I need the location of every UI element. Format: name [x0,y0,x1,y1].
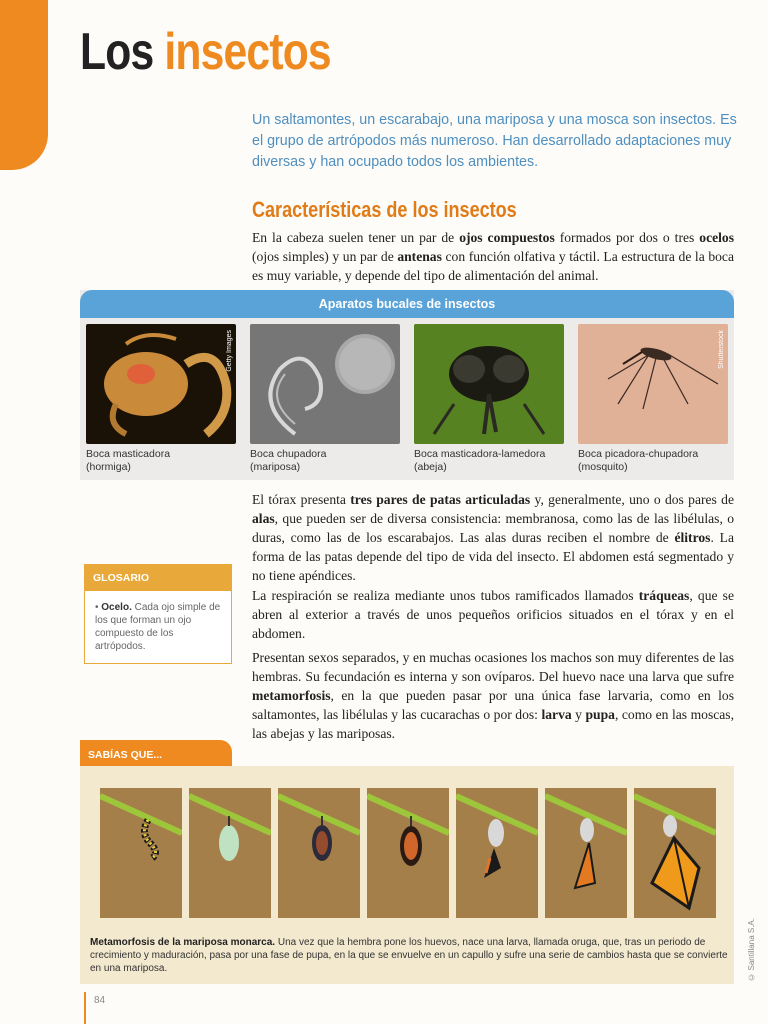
page-number: 84 [94,995,106,1006]
text-run: . La forma de las patas depende del tipo de vida del insecto. El abdomen está segmentado y no tiene apéndices. [252,530,734,583]
intro-text: Un saltamontes, un escarabajo, una mariposa y una mosca son insectos. Es el grupo de artrópodos más numeroso. Han desarrollado adaptaciones muy diversas y han ocupado todos los ambientes. [252,112,737,170]
text-run: , como en las moscas, las abejas y las mariposas. [252,707,734,741]
caption-line: Boca picadora-chupadora [578,448,699,460]
text-run: y, generalmente, uno o dos pares de [530,492,735,507]
paragraph-respiration [252,586,734,643]
metamorphosis-caption [90,936,730,975]
term-bold: ocelos [699,230,734,245]
bee-head-image [414,324,564,444]
caption-line: (mosquito) [578,461,628,473]
bullet: • [95,602,102,613]
title-word-1: Los [80,23,154,81]
caption-bee [414,448,564,474]
stage-chrysalis-dark [278,788,360,918]
copyright: © Santillana S.A. [747,918,756,982]
caption-line: Boca masticadora [86,448,171,460]
page-number-rule [84,992,86,1024]
term-bold: alas [252,511,275,526]
sabias-header: SABÍAS QUE... [80,740,232,766]
ant-head-image [86,324,236,444]
term-bold: tres pares de patas articuladas [350,492,531,507]
caption-line: (abeja) [414,461,447,473]
title-word-2: insectos [164,23,331,81]
photo-bee [414,324,564,444]
mosquito-image [578,324,728,444]
glossary-header: GLOSARIO [85,565,231,591]
caption-butterfly [250,448,400,474]
mouthparts-header: Aparatos bucales de insectos [80,290,734,318]
term-bold: ojos compuestos [459,230,555,245]
glossary-term: Ocelo. [101,602,132,613]
term-bold: élitros [674,530,711,545]
stage-chrysalis-green [189,788,271,918]
caption-line: (hormiga) [86,461,131,473]
caption-bold: Metamorfosis de la mariposa monarca. [90,937,276,948]
text-run: (ojos simples) y un par de [252,249,398,264]
caption-ant [86,448,236,474]
section-title: Características de los insectos [252,197,517,222]
text-run: La respiración se realiza mediante unos tubos ramificados llamados [252,588,639,603]
term-bold: pupa [585,707,615,722]
paragraph-head [252,228,734,285]
photo-mosquito [578,324,728,444]
term-bold: antenas [397,249,442,264]
text-run: formados por dos o tres [554,230,700,245]
photo-butterfly [250,324,400,444]
photo-credit: Shutterstock [718,330,725,369]
glossary-box [84,564,232,664]
text-run: El tórax presenta [252,492,351,507]
butterfly-mouth-image [250,324,400,444]
caption-mosquito [578,448,728,474]
glossary-definition: Cada ojo simple de los que forman un ojo compuesto de los artrópodos. [95,602,221,652]
paragraph-thorax [252,490,734,585]
caption-line: (mariposa) [250,461,301,473]
photo-ant [86,324,236,444]
stage-emerging [456,788,538,918]
stage-butterfly-wet [545,788,627,918]
metamorphosis-panel [80,766,734,984]
photo-credit: Getty Images [226,330,233,372]
term-bold: tráqueas [638,588,690,603]
text-run: Presentan sexos separados, y en muchas ocasiones los machos son muy diferentes de las hembras. Su fecundación es interna y son ovíparos. Del huevo nace una larva que sufre [252,650,734,684]
text-run: , en la que pueden pasar por una única fase larvaria, como en los saltamontes, las libélulas y las cucarachas o por dos: [252,688,734,722]
text-run: En la cabeza suelen tener un par de [252,230,460,245]
paragraph-reproduction [252,648,734,743]
caption-line: Boca masticadora-lamedora [414,448,546,460]
caption-text: Una vez que la hembra pone los huevos, nace una larva, llamada oruga, que, tras un periodo de crecimiento y maduración, pasa por una fase de pupa, en la que se envuelve en un capullo y sufre una serie de cambios hasta que se convierte en una mariposa. [90,937,728,974]
page-title [80,22,331,82]
text-run: , que pueden ser de diversa consistencia: membranosa, como las de las libélulas, o duras, como las de los escarabajos. Las alas duras reciben el nombre de [252,511,734,545]
term-bold: larva [541,707,572,722]
text-run: con función olfativa y táctil. La estructura de la boca es muy variable, y depende del tipo de alimentación del animal. [252,249,734,283]
text-run: , que se abren al exterior a través de unos pequeños orificios situados en el tórax y en el abdomen. [252,588,734,641]
term-bold: metamorfosis [252,688,331,703]
stage-larva [100,788,182,918]
stage-chrysalis-wings [367,788,449,918]
corner-tab [0,0,48,170]
caption-line: Boca chupadora [250,448,327,460]
stage-butterfly-adult [634,788,716,918]
text-run: y [571,707,586,722]
glossary-entry [85,591,231,663]
mouthparts-panel [80,290,734,480]
